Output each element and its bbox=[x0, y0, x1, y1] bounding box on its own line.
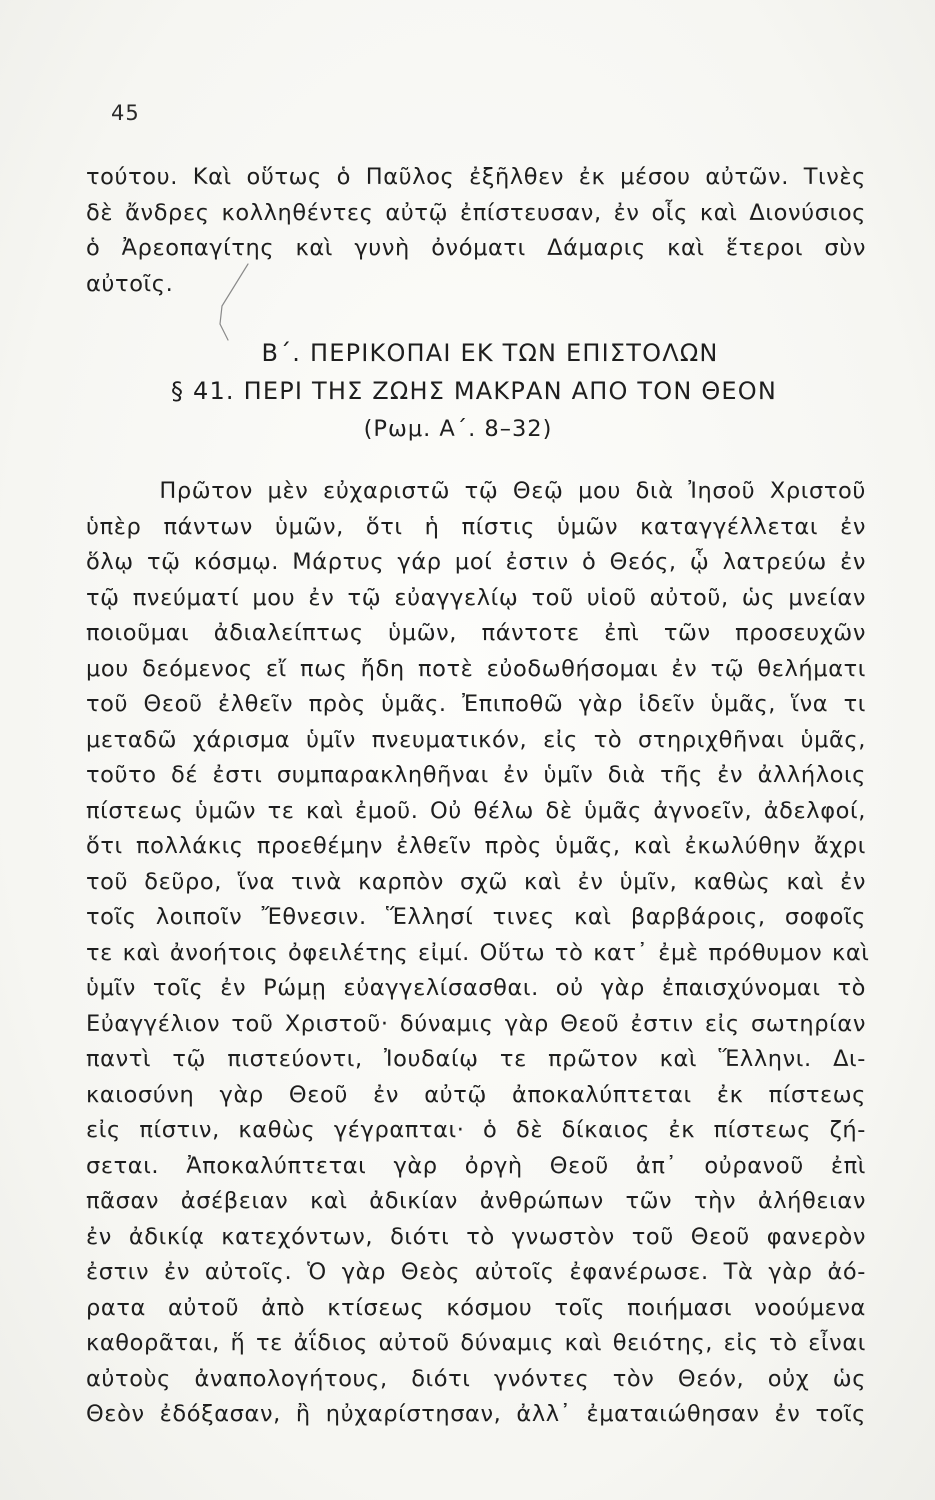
text-line: πίστεως ὑμῶν τε καὶ ἐμοῦ. Οὐ θέλω δὲ ὑμᾶς ἀγνοεῖν, ἀδελφοί, bbox=[86, 797, 866, 824]
text-line: Εὐαγγέλιον τοῦ Χριστοῦ· δύναμις γὰρ Θεοῦ ἐστιν εἰς σωτηρίαν bbox=[86, 1010, 866, 1037]
text-line: Θεὸν ἐδόξασαν, ἢ ηὐχαρίστησαν, ἀλλ᾽ ἐματαιώθησαν ἐν τοῖς bbox=[86, 1401, 866, 1427]
text-line: τούτου. Καὶ οὕτως ὁ Παῦλος ἐξῆλθεν ἐκ μέσου αὐτῶν. Τινὲς bbox=[86, 164, 866, 190]
body-paragraph bbox=[86, 474, 870, 1433]
pencil-mark-icon bbox=[214, 262, 254, 342]
text-line: παντὶ τῷ πιστεύοντι, Ἰουδαίῳ τε πρῶτον καὶ Ἕλληνι. Δι- bbox=[86, 1046, 866, 1072]
text-line: μου δεόμενος εἴ πως ἤδη ποτὲ εὐοδωθήσομαι ἐν τῷ θελήματι bbox=[86, 655, 866, 682]
section-headings bbox=[86, 334, 866, 448]
scripture-reference: (Ρωμ. Α΄. 8–32) bbox=[363, 416, 553, 442]
text-line: ρατα αὐτοῦ ἀπὸ κτίσεως κόσμου τοῖς ποιήμασι νοούμενα bbox=[86, 1294, 866, 1321]
text-line: τοῦτο δέ ἐστι συμπαρακληθῆναι ἐν ὑμῖν διὰ τῆς ἐν ἀλλήλοις bbox=[86, 762, 866, 788]
text-line: ἐν ἀδικίᾳ κατεχόντων, διότι τὸ γνωστὸν τοῦ Θεοῦ φανερὸν bbox=[86, 1223, 866, 1250]
text-line: τοῦ Θεοῦ ἐλθεῖν πρὸς ὑμᾶς. Ἐπιποθῶ γὰρ ἰδεῖν ὑμᾶς, ἵνα τι bbox=[86, 691, 866, 717]
text-line: δὲ ἄνδρες κολληθέντες αὐτῷ ἐπίστευσαν, ἐν οἷς καὶ Διονύσιος bbox=[86, 199, 866, 226]
text-line: αὐτοὺς ἀναπολογήτους, διότι γνόντες τὸν Θεόν, οὐχ ὡς bbox=[86, 1365, 866, 1392]
text-line: τοῦ δεῦρο, ἵνα τινὰ καρπὸν σχῶ καὶ ἐν ὑμῖν, καθὼς καὶ ἐν bbox=[86, 868, 866, 895]
text-line: τε καὶ ἀνοήτοις ὀφειλέτης εἰμί. Οὕτω τὸ κατ᾽ ἐμὲ πρόθυμον καὶ bbox=[86, 939, 870, 966]
text-line: ὑπὲρ πάντων ὑμῶν, ὅτι ἡ πίστις ὑμῶν καταγγέλλεται ἐν bbox=[86, 513, 866, 540]
page-number: 45 bbox=[111, 101, 140, 125]
text-line: ποιοῦμαι ἀδιαλείπτως ὑμῶν, πάντοτε ἐπὶ τῶν προσευχῶν bbox=[86, 620, 866, 646]
text-line: πᾶσαν ἀσέβειαν καὶ ἀδικίαν ἀνθρώπων τῶν τὴν ἀλήθειαν bbox=[86, 1188, 866, 1214]
text-line: καθορᾶται, ἥ τε ἀΐδιος αὐτοῦ δύναμις καὶ θειότης, εἰς τὸ εἶναι bbox=[86, 1330, 866, 1356]
text-line: εἰς πίστιν, καθὼς γέγραπται· ὁ δὲ δίκαιος ἐκ πίστεως ζή- bbox=[86, 1117, 866, 1143]
text-line: ὅτι πολλάκις προεθέμην ἐλθεῖν πρὸς ὑμᾶς, καὶ ἐκωλύθην ἄχρι bbox=[86, 833, 866, 859]
text-line: σεται. Ἀποκαλύπτεται γὰρ ὀργὴ Θεοῦ ἀπ᾽ οὐρανοῦ ἐπὶ bbox=[86, 1152, 866, 1179]
text-line: μεταδῶ χάρισμα ὑμῖν πνευματικόν, εἰς τὸ στηριχθῆναι ὑμᾶς, bbox=[86, 726, 866, 753]
text-line: ἐστιν ἐν αὐτοῖς. Ὁ γὰρ Θεὸς αὐτοῖς ἐφανέρωσε. Τὰ γὰρ ἀό- bbox=[86, 1259, 866, 1285]
subsection-title: § 41. ΠΕΡΙ ΤΗΣ ΖΩΗΣ ΜΑΚΡΑΝ ΑΠΟ ΤΟΝ ΘΕΟΝ bbox=[170, 377, 778, 405]
section-title: Β΄. ΠΕΡΙΚΟΠΑΙ ΕΚ ΤΩΝ ΕΠΙΣΤΟΛΩΝ bbox=[261, 339, 719, 367]
text-line: Πρῶτον μὲν εὐχαριστῶ τῷ Θεῷ μου διὰ Ἰησοῦ Χριστοῦ bbox=[86, 478, 866, 504]
text-line: τῷ πνεύματί μου ἐν τῷ εὐαγγελίῳ τοῦ υἱοῦ αὐτοῦ, ὡς μνείαν bbox=[86, 584, 866, 611]
text-line: αὐτοῖς. bbox=[86, 270, 174, 297]
intro-paragraph bbox=[86, 160, 866, 302]
text-line: καιοσύνη γὰρ Θεοῦ ἐν αὐτῷ ἀποκαλύπτεται ἐκ πίστεως bbox=[86, 1081, 866, 1108]
text-line: τοῖς λοιποῖν Ἔθνεσιν. Ἕλλησί τινες καὶ βαρβάροις, σοφοῖς bbox=[86, 904, 866, 930]
text-line: ὅλῳ τῷ κόσμῳ. Μάρτυς γάρ μοί ἐστιν ὁ Θεός, ᾧ λατρεύω ἐν bbox=[86, 549, 866, 575]
text-line: ὁ Ἀρεοπαγίτης καὶ γυνὴ ὀνόματι Δάμαρις καὶ ἕτεροι σὺν bbox=[86, 235, 866, 261]
text-line: ὑμῖν τοῖς ἐν Ρώμῃ εὐαγγελίσασθαι. οὐ γὰρ ἐπαισχύνομαι τὸ bbox=[86, 975, 866, 1001]
